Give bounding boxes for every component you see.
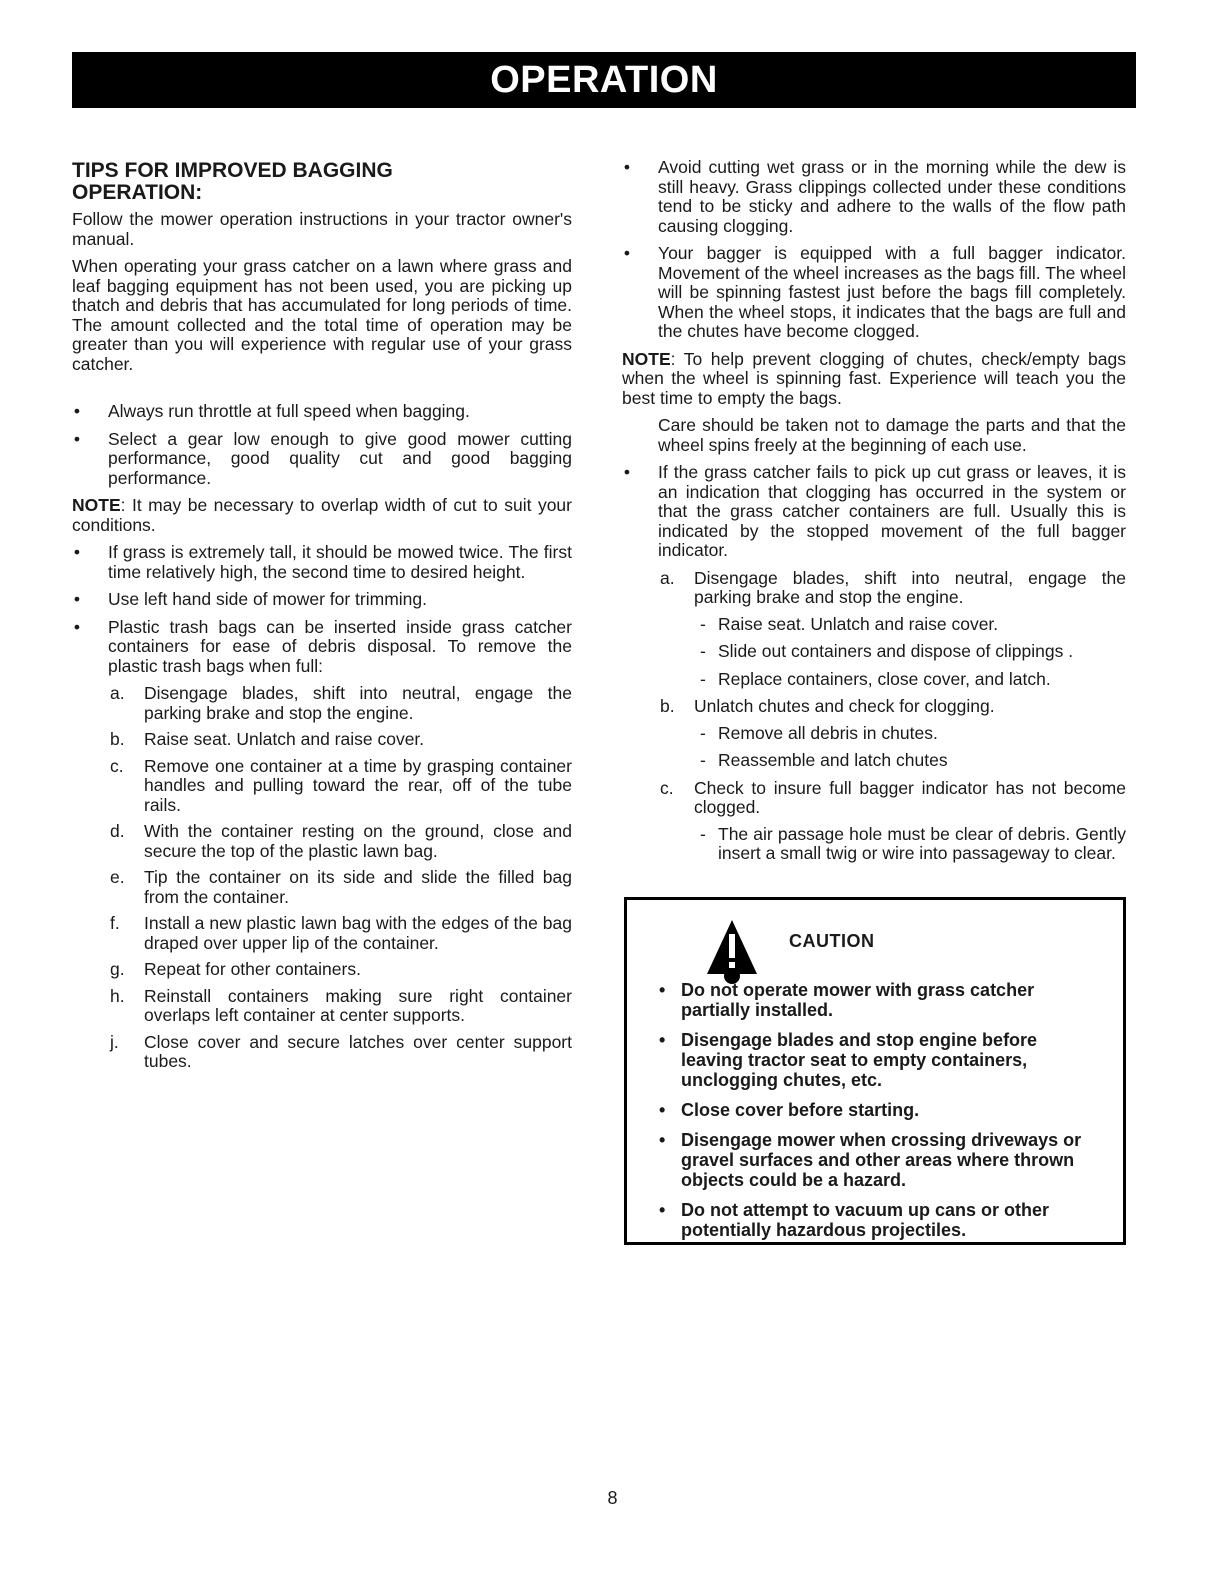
caution-title: CAUTION [789,930,875,951]
tips-heading: TIPS FOR IMPROVED BAGGING OPERATION: [72,159,393,204]
care-paragraph: Care should be taken not to damage the parts and that the wheel spins freely at the beginning of each use. [658,415,1126,455]
bullet-dot: • [73,428,81,449]
section-banner [72,52,1136,108]
section-title: OPERATION [490,58,718,101]
bullet-item: • If the grass catcher fails to pick up cut grass or leaves, it is an indication that clogging has occurred in the system or that the grass catcher containers are full. Usually this is indicated by the stopped movement of the full bagger indicator. [623,462,1126,560]
step-item: j. Close cover and secure latches over center support tubes. [110,1031,572,1071]
dash-item: - Reassemble and latch chutes [700,750,948,770]
caution-item: • Disengage mower when crossing driveways or gravel surfaces and other areas where thrown objects could be a hazard. [659,1130,1082,1190]
dash-item: - Raise seat. Unlatch and raise cover. [700,613,999,634]
bullet-dot: • [623,243,631,263]
intro-paragraph: Follow the mower operation instructions in your tractor owner's manual. [72,209,572,249]
bullet-item: • If grass is extremely tall, it should be mowed twice. The first time relatively high, the second time to desired height. [73,542,572,582]
page-number: 8 [607,1488,618,1508]
bullet-item: • Select a gear low enough to give good mower cutting performance, good quality cut and good bagging performance. [73,428,572,488]
bullet-item: • Avoid cutting wet grass or in the morning while the dew is still heavy. Grass clippings collected under these conditions tend to be sticky and adhere to the walls of the flow path causing clogging. [623,157,1126,236]
bullet-dot: • [623,462,631,482]
bullet-dot: • [73,616,81,637]
step-item: a. Disengage blades, shift into neutral, engage the parking brake and stop the engine. [110,683,572,723]
caution-item: • Disengage blades and stop engine before leaving tractor seat to empty containers, unclogging chutes, etc. [659,1030,1038,1090]
right-column [622,158,1126,872]
caution-item: • Do not attempt to vacuum up cans or other potentially hazardous projectiles. [659,1200,1050,1240]
bullet-item: • Use left hand side of mower for trimming. [73,589,428,609]
caution-box [624,897,1126,1245]
dash-item: - Remove all debris in chutes. [700,722,938,743]
bullet-dot: • [623,157,631,177]
step-item: d. With the container resting on the ground, close and secure the top of the plastic lawn bag. [110,821,572,861]
dash-item: - Slide out containers and dispose of clippings . [700,641,1074,661]
caution-header [705,918,875,984]
left-column [72,160,572,1079]
step-item: a. Disengage blades, shift into neutral, engage the parking brake and stop the engine. [660,567,1126,607]
bullet-item: • Plastic trash bags can be inserted inside grass catcher containers for ease of debris disposal. To remove the plastic trash bags when full: [73,616,572,676]
step-item: b. Raise seat. Unlatch and raise cover. [110,729,425,749]
bullet-dot: • [73,589,81,609]
step-item: f. Install a new plastic lawn bag with the edges of the bag draped over upper lip of the container. [110,913,572,953]
bullet-dot: • [73,542,81,562]
dash-item: - Replace containers, close cover, and latch. [700,668,1051,689]
caution-item: • Do not operate mower with grass catcher partially installed. [659,980,1035,1020]
dash-item: - The air passage hole must be clear of debris. Gently insert a small twig or wire into passageway to clear. [700,823,1126,863]
step-item: b. Unlatch chutes and check for clogging. [660,696,995,716]
step-item: c. Remove one container at a time by grasping container handles and pulling toward the rear, off of the tube rails. [110,755,572,815]
bullet-item: • Always run throttle at full speed when bagging. [73,401,470,421]
warning-triangle-icon [705,918,759,984]
bullet-dot: • [73,401,81,421]
step-item: h. Reinstall containers making sure right container overlaps left container at center supports. [110,985,572,1025]
step-item: e. Tip the container on its side and slide the filled bag from the container. [110,867,572,907]
thatch-paragraph: When operating your grass catcher on a lawn where grass and leaf bagging equipment has not been used, you are picking up thatch and debris that has accumulated for long periods of time. The amount collected and the total time of operation may be greater than you will experience with regular use of your grass catcher. [72,256,572,374]
bullet-item: • Your bagger is equipped with a full bagger indicator. Movement of the wheel increases as the bags fill. The wheel will be spinning fastest just before the bags fill completely. When the wheel stops, it indicates that the bags are full and the chutes have become clogged. [623,243,1126,341]
caution-list [655,980,1103,1250]
note-paragraph: NOTE: To help prevent clogging of chutes, check/empty bags when the wheel is spinning fast. Experience will teach you the best time to empty the bags. [622,348,1126,408]
step-item: g. Repeat for other containers. [110,959,361,979]
step-item: c. Check to insure full bagger indicator has not become clogged. [660,777,1126,817]
note-paragraph: NOTE: It may be necessary to overlap width of cut to suit your conditions. [72,495,572,535]
caution-item: • Close cover before starting. [659,1100,920,1120]
